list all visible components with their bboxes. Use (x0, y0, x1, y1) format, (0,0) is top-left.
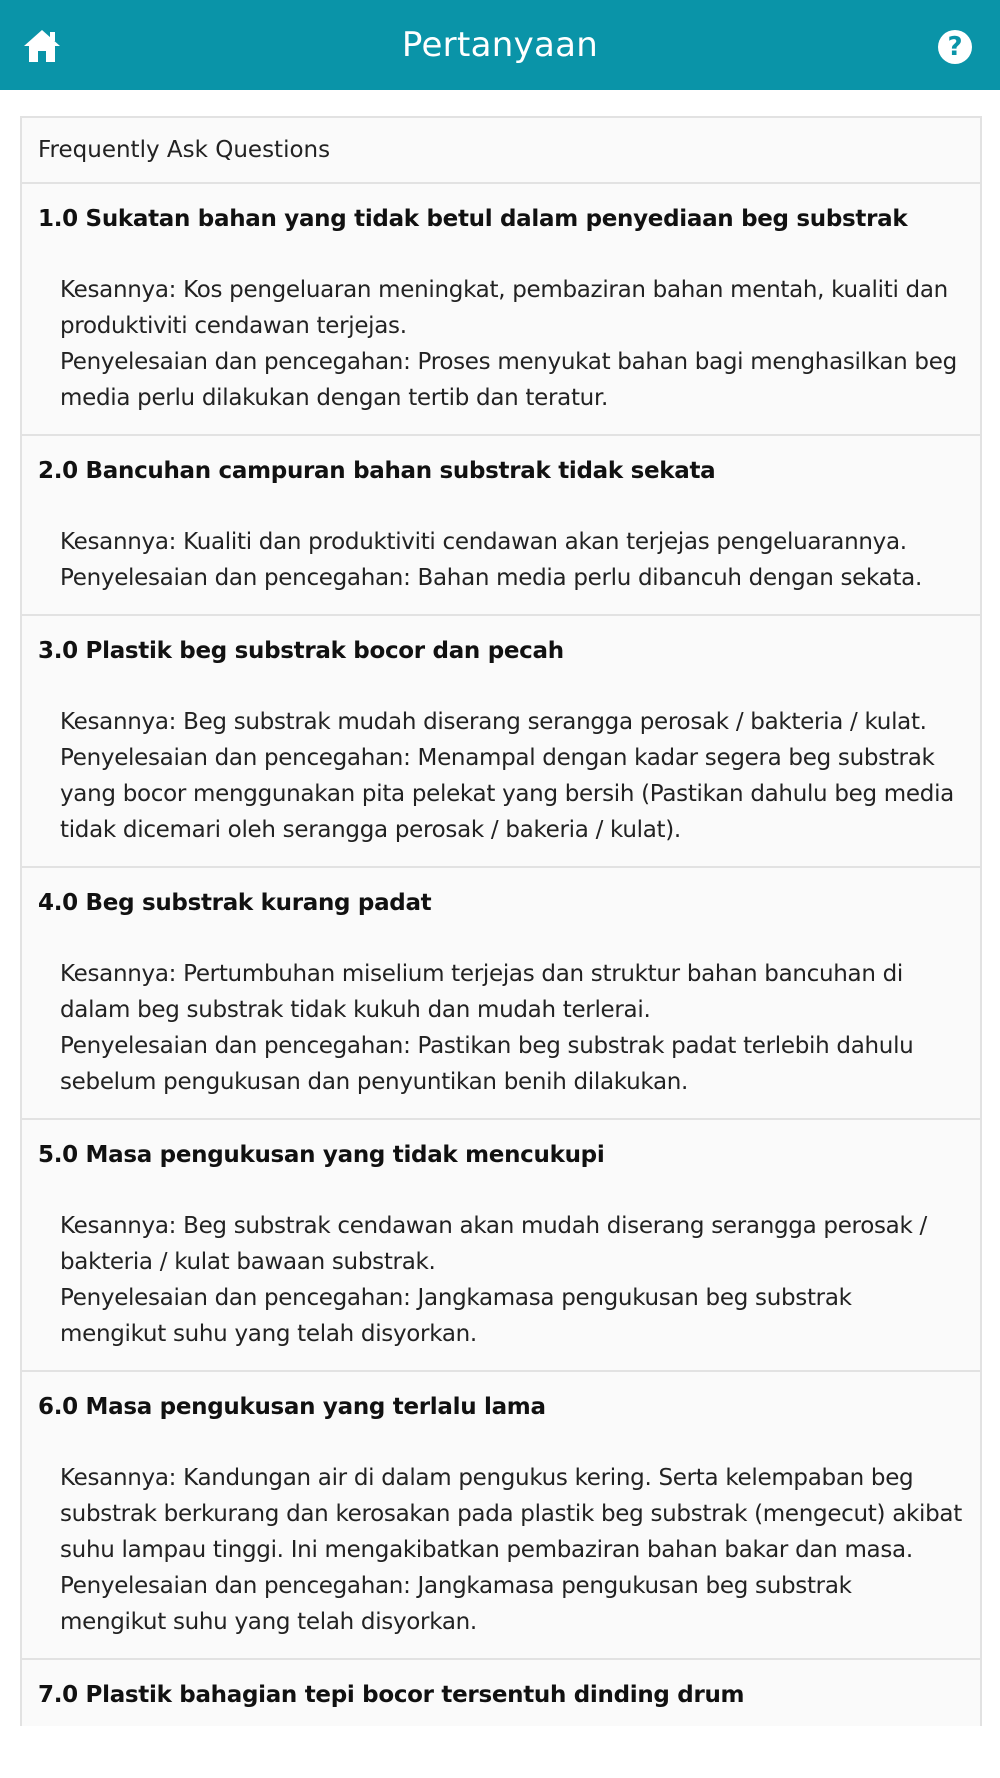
faq-question: 1.0 Sukatan bahan yang tidak betul dalam penyediaan beg substrak (38, 206, 908, 232)
faq-answer (38, 956, 964, 1100)
help-button[interactable] (938, 30, 972, 64)
faq-effect: Kesannya: Pertumbuhan miselium terjejas dan struktur bahan bancuhan di dalam beg substrak tidak kukuh dan mudah terlerai. (60, 961, 904, 1023)
faq-item (22, 1660, 980, 1726)
faq-item (22, 1120, 980, 1372)
faq-answer (38, 1460, 964, 1640)
faq-answer (38, 1208, 964, 1352)
faq-effect: Kesannya: Kandungan air di dalam pengukus kering. Serta kelempaban beg substrak berkurang dan kerosakan pada plastik beg substrak (mengecut) akibat suhu lampau tinggi. Ini mengakibatkan pembaziran bahan bakar dan masa. (60, 1465, 962, 1563)
faq-solution: Penyelesaian dan pencegahan: Proses menyukat bahan bagi menghasilkan beg media perlu dilakukan dengan tertib dan teratur. (60, 349, 957, 411)
faq-effect: Kesannya: Beg substrak cendawan akan mudah diserang serangga perosak / bakteria / kulat bawaan substrak. (60, 1213, 927, 1275)
faq-effect: Kesannya: Kos pengeluaran meningkat, pembaziran bahan mentah, kualiti dan produktiviti cendawan terjejas. (60, 277, 948, 339)
faq-item (22, 868, 980, 1120)
faq-item (22, 616, 980, 868)
faq-solution: Penyelesaian dan pencegahan: Jangkamasa pengukusan beg substrak mengikut suhu yang telah disyorkan. (60, 1573, 852, 1635)
faq-solution: Penyelesaian dan pencegahan: Pastikan beg substrak padat terlebih dahulu sebelum pengukusan dan penyuntikan benih dilakukan. (60, 1033, 914, 1095)
help-icon: ? (947, 32, 963, 62)
faq-panel (20, 116, 982, 1726)
page-title: Pertanyaan (401, 25, 599, 65)
faq-question: 3.0 Plastik beg substrak bocor dan pecah (38, 638, 564, 664)
faq-item (22, 436, 980, 616)
faq-item (22, 1372, 980, 1660)
faq-question: 5.0 Masa pengukusan yang tidak mencukupi (38, 1142, 605, 1168)
faq-question: 2.0 Bancuhan campuran bahan substrak tidak sekata (38, 458, 716, 484)
faq-item (22, 184, 980, 436)
faq-solution: Penyelesaian dan pencegahan: Bahan media perlu dibancuh dengan sekata. (60, 565, 922, 591)
panel-heading: Frequently Ask Questions (22, 118, 980, 184)
faq-question: 6.0 Masa pengukusan yang terlalu lama (38, 1394, 546, 1420)
faq-question: 7.0 Plastik bahagian tepi bocor tersentuh dinding drum (38, 1682, 745, 1708)
faq-answer (38, 704, 964, 848)
faq-answer (38, 272, 964, 416)
faq-effect: Kesannya: Kualiti dan produktiviti cendawan akan terjejas pengeluarannya. (60, 529, 907, 555)
app-header (0, 0, 1000, 90)
faq-solution: Penyelesaian dan pencegahan: Menampal dengan kadar segera beg substrak yang bocor menggunakan pita pelekat yang bersih (Pastikan dahulu beg media tidak dicemari oleh serangga perosak / bakeria / kulat). (60, 745, 954, 843)
faq-effect: Kesannya: Beg substrak mudah diserang serangga perosak / bakteria / kulat. (60, 709, 927, 735)
faq-solution: Penyelesaian dan pencegahan: Jangkamasa pengukusan beg substrak mengikut suhu yang telah disyorkan. (60, 1285, 852, 1347)
faq-answer (38, 524, 964, 596)
faq-question: 4.0 Beg substrak kurang padat (38, 890, 432, 916)
